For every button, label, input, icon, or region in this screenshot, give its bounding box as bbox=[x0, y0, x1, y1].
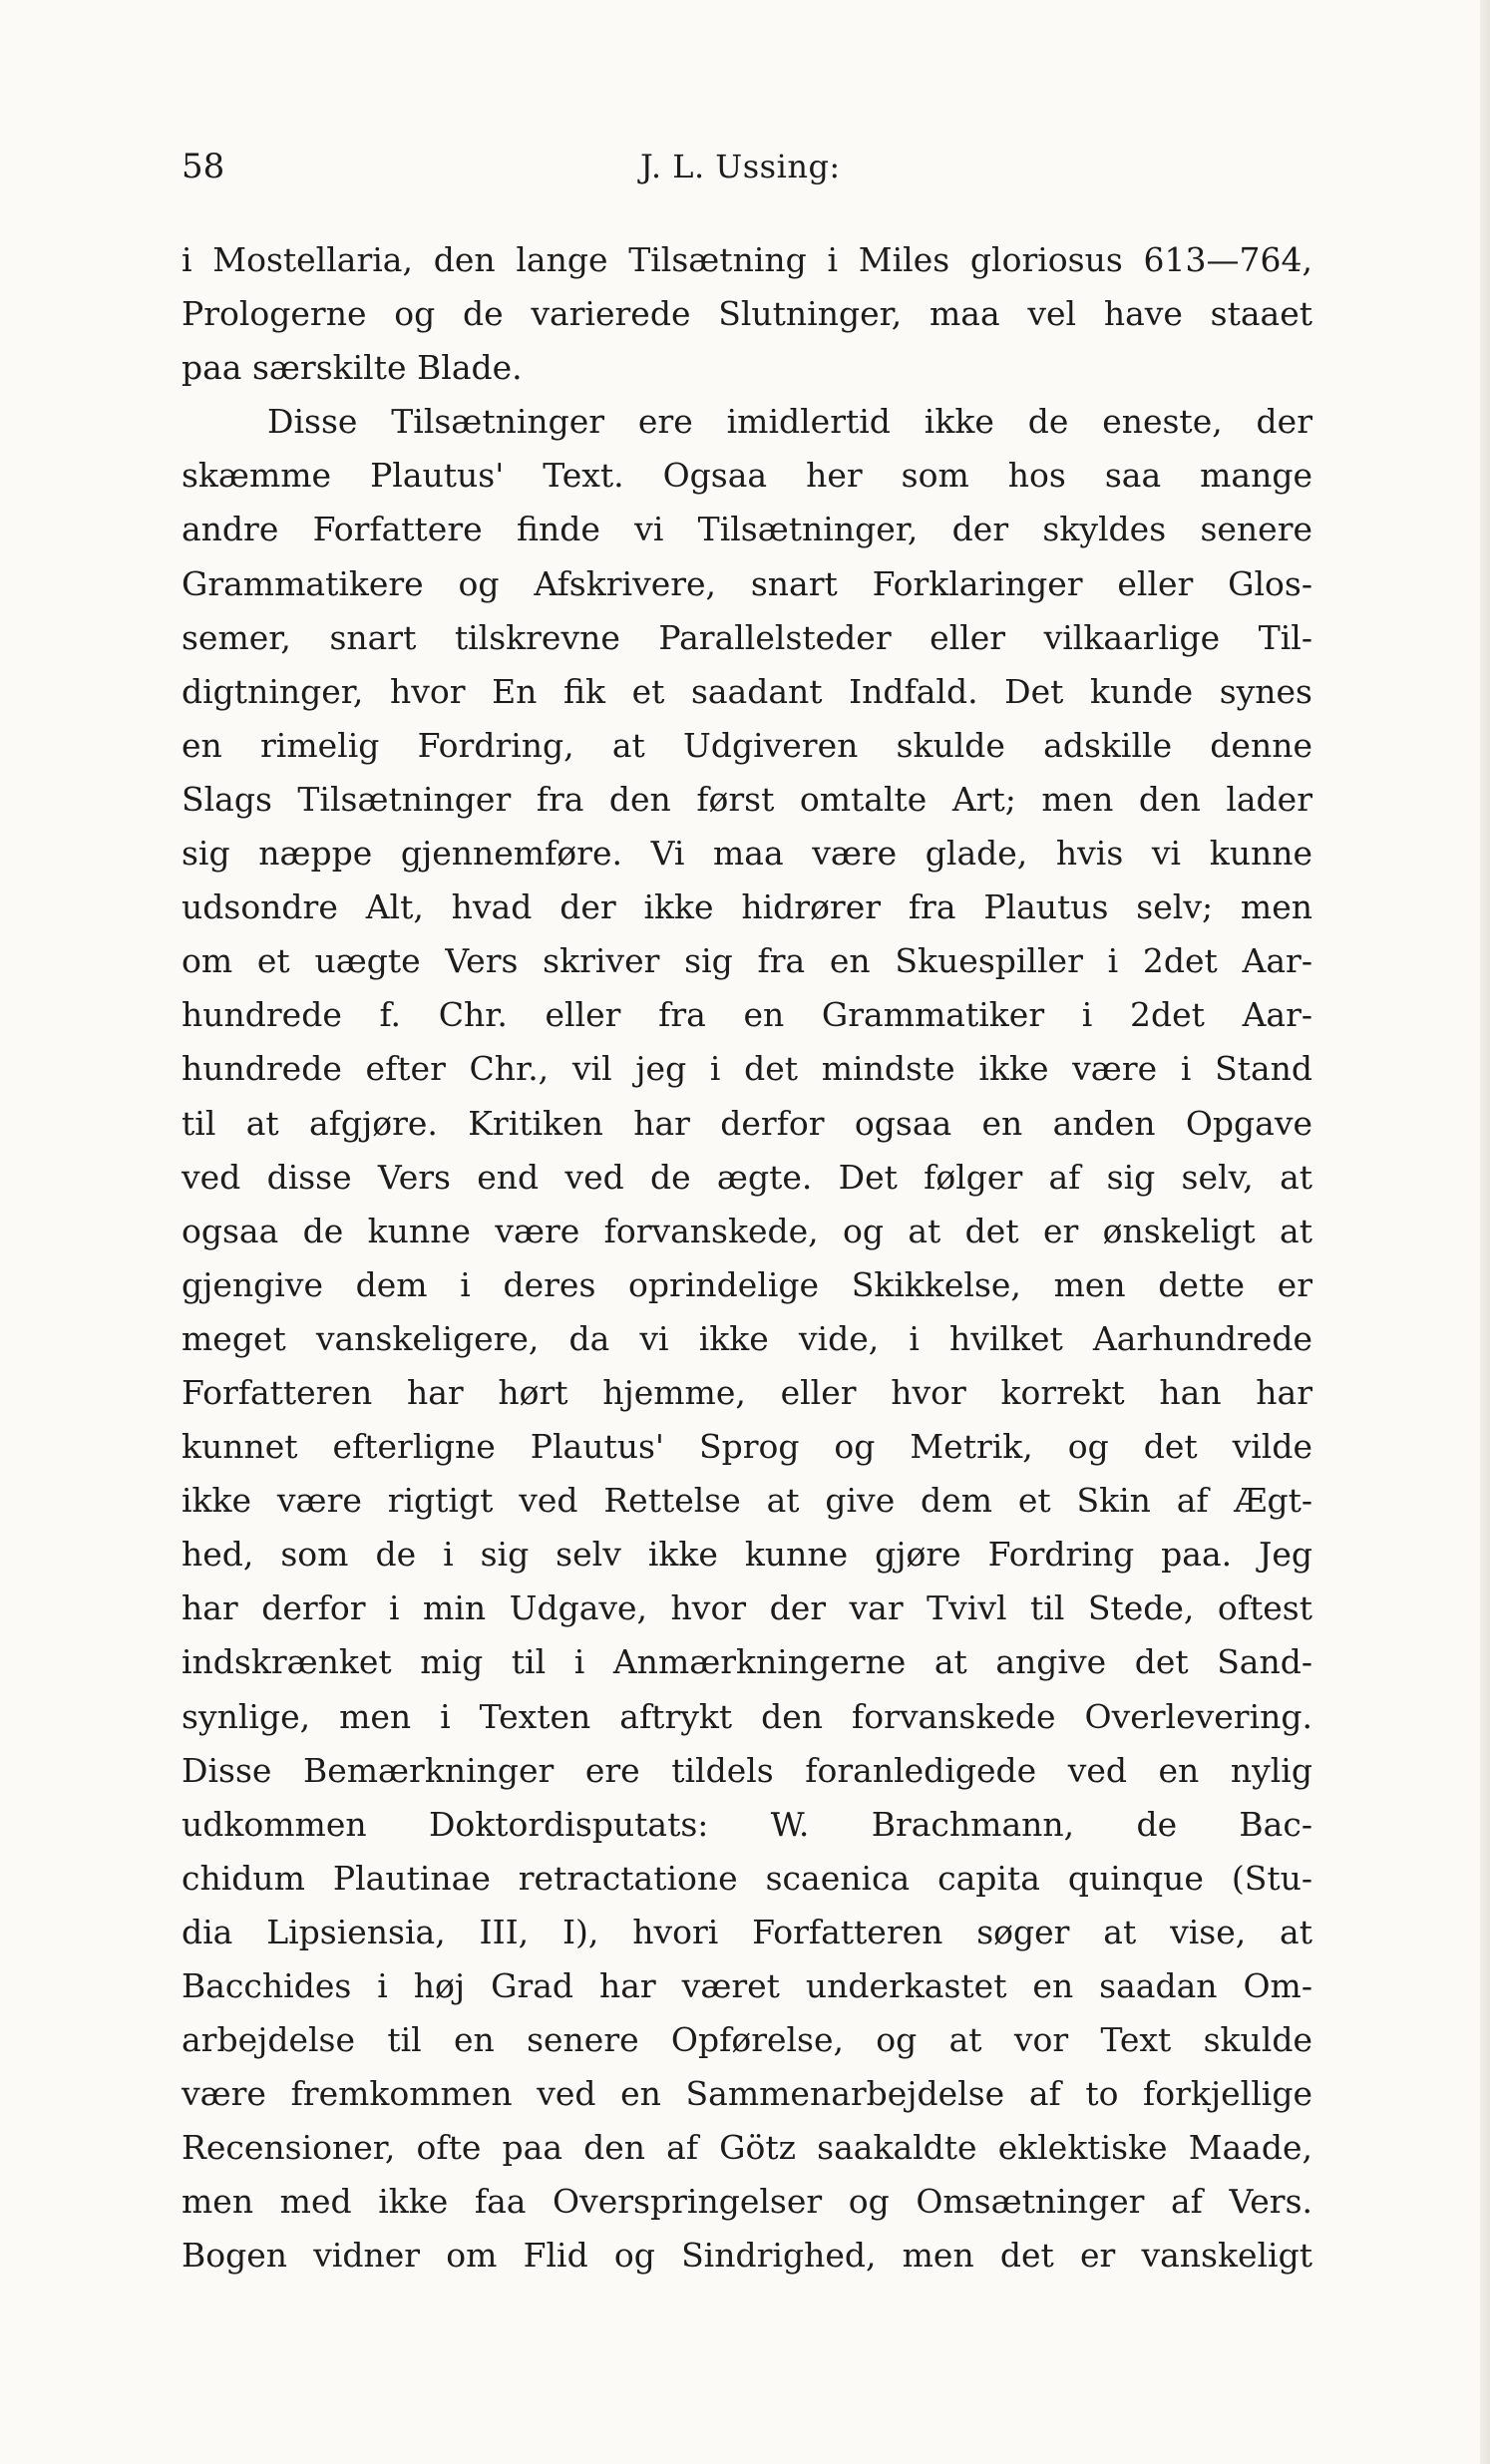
text-line: udsondre Alt, hvad der ikke hidrører fra Plautus selv; men bbox=[182, 887, 1312, 927]
page-edge bbox=[1480, 0, 1490, 2464]
text-line: gjengive dem i deres oprindelige Skikkelse, men dette er bbox=[182, 1264, 1312, 1304]
text-line: Prologerne og de varierede Slutninger, maa vel have staaet bbox=[182, 294, 1312, 334]
text-line: i Mostellaria, den lange Tilsætning i Miles gloriosus 613—764, bbox=[182, 240, 1312, 279]
page-header bbox=[182, 142, 1328, 191]
text-line: skæmme Plautus' Text. Ogsaa her som hos saa mange bbox=[182, 456, 1312, 496]
page-number: 58 bbox=[182, 147, 225, 186]
text-line: ogsaa de kunne være forvanskede, og at det er ønskeligt at bbox=[182, 1211, 1312, 1250]
text-line: om et uægte Vers skriver sig fra en Skuespiller i 2det Aar- bbox=[182, 941, 1312, 981]
text-line: Disse Tilsætninger ere imidlertid ikke de eneste, der bbox=[267, 402, 1312, 442]
text-line: udkommen Doktordisputats: W. Brachmann, de Bac- bbox=[182, 1804, 1312, 1844]
text-line: kunnet efterligne Plautus' Sprog og Metrik, og det vilde bbox=[182, 1427, 1312, 1467]
text-line: hundrede f. Chr. eller fra en Grammatiker i 2det Aar- bbox=[182, 995, 1312, 1035]
text-line: ikke være rigtigt ved Rettelse at give dem et Skin af Ægt- bbox=[182, 1481, 1312, 1521]
text-line: paa særskilte Blade. bbox=[182, 348, 523, 388]
text-line: arbejdelse til en senere Opførelse, og at vor Text skulde bbox=[182, 2020, 1312, 2060]
text-line: Grammatikere og Afskrivere, snart Forklaringer eller Glos- bbox=[182, 563, 1312, 603]
text-line: meget vanskeligere, da vi ikke vide, i hvilket Aarhundrede bbox=[182, 1318, 1312, 1358]
text-line: Slags Tilsætninger fra den først omtalte Art; men den lader bbox=[182, 779, 1312, 819]
text-line: dia Lipsiensia, III, I), hvori Forfatteren søger at vise, at bbox=[182, 1912, 1312, 1951]
text-line: Forfatteren har hørt hjemme, eller hvor korrekt han har bbox=[182, 1372, 1312, 1412]
text-line: synlige, men i Texten aftrykt den forvanskede Overlevering. bbox=[182, 1696, 1312, 1736]
text-line: indskrænket mig til i Anmærkningerne at angive det Sand- bbox=[182, 1642, 1312, 1682]
body-text bbox=[182, 233, 1312, 2284]
text-line: digtninger, hvor En fik et saadant Indfald. Det kunde synes bbox=[182, 671, 1312, 711]
text-line: Disse Bemærkninger ere tildels foranledigede ved en nylig bbox=[182, 1750, 1312, 1790]
text-line: men med ikke faa Overspringelser og Omsætninger af Vers. bbox=[182, 2182, 1312, 2222]
text-line: ved disse Vers end ved de ægte. Det følger af sig selv, at bbox=[182, 1157, 1312, 1197]
text-line: til at afgjøre. Kritiken har derfor ogsaa en anden Opgave bbox=[182, 1103, 1312, 1143]
text-line: en rimelig Fordring, at Udgiveren skulde adskille denne bbox=[182, 725, 1312, 765]
text-line: Bacchides i høj Grad har været underkastet en saadan Om- bbox=[182, 1966, 1312, 2005]
text-line: sig næppe gjennemføre. Vi maa være glade, hvis vi kunne bbox=[182, 834, 1312, 874]
text-line: andre Forfattere finde vi Tilsætninger, der skyldes senere bbox=[182, 510, 1312, 549]
running-head: J. L. Ussing: bbox=[640, 148, 841, 185]
text-line: chidum Plautinae retractatione scaenica capita quinque (Stu- bbox=[182, 1858, 1312, 1898]
text-line: Recensioner, ofte paa den af Götz saakaldte eklektiske Maade, bbox=[182, 2128, 1312, 2168]
text-line: være fremkommen ved en Sammenarbejdelse af to forkjellige bbox=[182, 2074, 1312, 2114]
text-line: har derfor i min Udgave, hvor der var Tvivl til Stede, oftest bbox=[182, 1588, 1312, 1628]
text-line: hed, som de i sig selv ikke kunne gjøre Fordring paa. Jeg bbox=[182, 1535, 1312, 1575]
text-line: hundrede efter Chr., vil jeg i det mindste ikke være i Stand bbox=[182, 1049, 1312, 1089]
text-line: Bogen vidner om Flid og Sindrighed, men det er vanskeligt bbox=[182, 2236, 1312, 2276]
text-line: semer, snart tilskrevne Parallelsteder eller vilkaarlige Til- bbox=[182, 617, 1312, 657]
